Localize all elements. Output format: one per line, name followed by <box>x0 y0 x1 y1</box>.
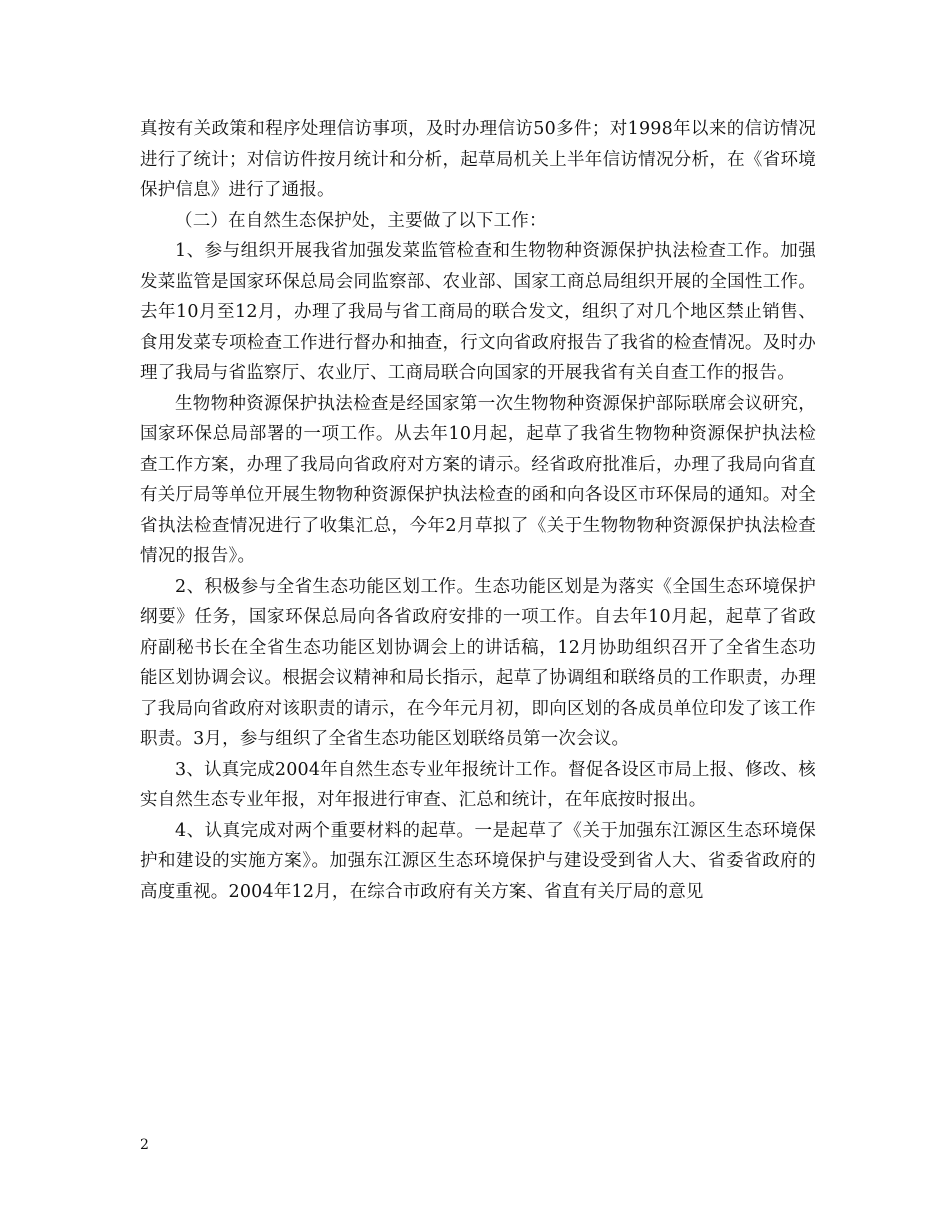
paragraph-3: 1、参与组织开展我省加强发菜监管检查和生物物种资源保护执法检查工作。加强发菜监管是国家环保总局会同监察部、农业部、国家工商总局组织开展的全国性工作。去年10月至12月，办理了我局与省工商局的联合发文，组织了对几个地区禁止销售、食用发菜专项检查工作进行督办和抽查，行文向省政府报告了我省的检查情况。及时办理了我局与省监察厅、农业厅、工商局联合向国家的开展我省有关自查工作的报告。 <box>140 241 816 383</box>
page-number: 2 <box>140 1137 149 1153</box>
paragraph-1: 真按有关政策和程序处理信访事项，及时办理信访50多件；对1998年以来的信访情况进行了统计；对信访件按月统计和分析，起草局机关上半年信访情况分析，在《省环境保护信息》进行了通报。 <box>140 119 816 200</box>
paragraph-5: 2、积极参与全省生态功能区划工作。生态功能区划是为落实《全国生态环境保护纲要》任务，国家环保总局向各省政府安排的一项工作。自去年10月起，起草了省政府副秘书长在全省生态功能区划协调会上的讲话稿，12月协助组织召开了全省生态功能区划协调会议。根据会议精神和局长指示，起草了协调组和联络员的工作职责，办理了我局向省政府对该职责的请示，在今年元月初，即向区划的各成员单位印发了该工作职责。3月，参与组织了全省生态功能区划联络员第一次会议。 <box>140 576 816 749</box>
document-body <box>140 114 816 907</box>
paragraph-7: 4、认真完成对两个重要材料的起草。一是起草了《关于加强东江源区生态环境保护和建设的实施方案》。加强东江源区生态环境保护与建设受到省人大、省委省政府的高度重视。2004年12月，在综合市政府有关方案、省直有关厅局的意见 <box>140 820 816 902</box>
paragraph-4: 生物物种资源保护执法检查是经国家第一次生物物种资源保护部际联席会议研究，国家环保总局部署的一项工作。从去年10月起，起草了我省生物物种资源保护执法检查工作方案，办理了我局向省政府对方案的请示。经省政府批准后，办理了我局向省直有关厅局等单位开展生物物种资源保护执法检查的函和向各设区市环保局的通知。对全省执法检查情况进行了收集汇总，今年2月草拟了《关于生物物物种资源保护执法检查情况的报告》。 <box>140 393 816 566</box>
paragraph-6: 3、认真完成2004年自然生态专业年报统计工作。督促各设区市局上报、修改、核实自然生态专业年报，对年报进行审查、汇总和统计，在年底按时报出。 <box>140 759 816 810</box>
paragraph-2-section-heading: （二）在自然生态保护处，主要做了以下工作： <box>175 210 547 231</box>
